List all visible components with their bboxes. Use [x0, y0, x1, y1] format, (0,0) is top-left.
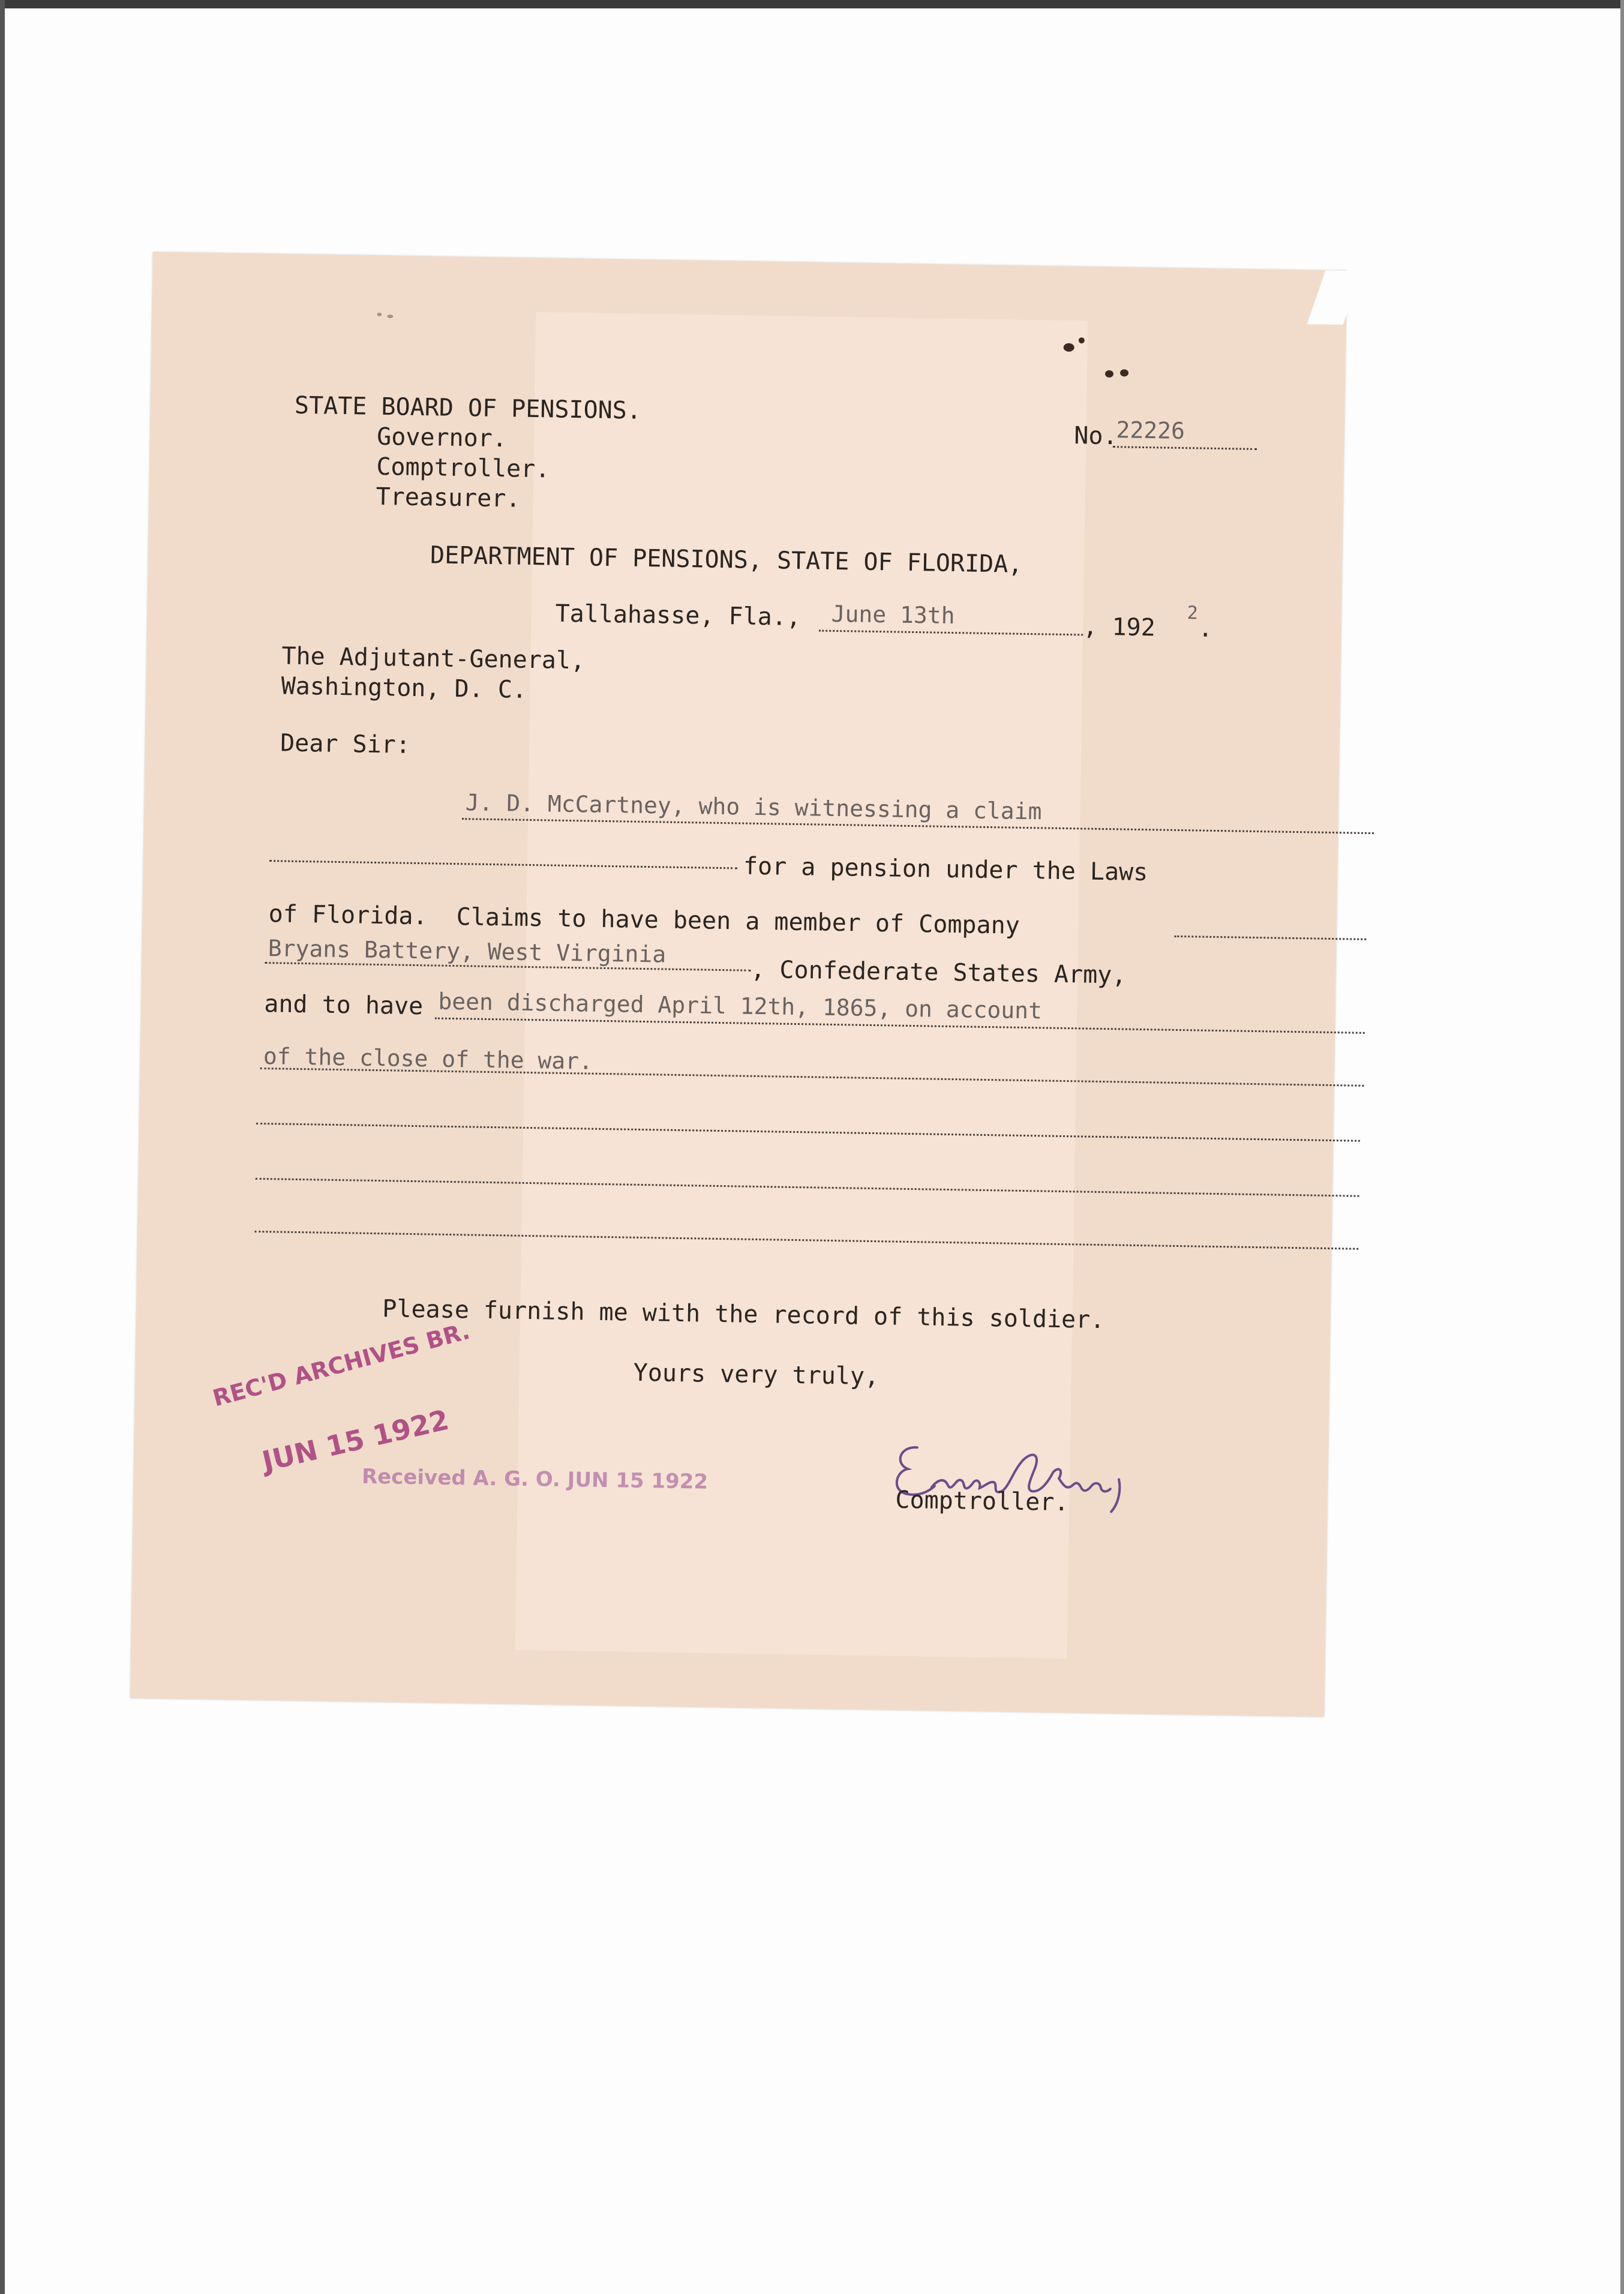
- florida-text: of Florida. Claims to have been a member of Company: [268, 900, 1020, 940]
- dateline-year-end: .: [1197, 614, 1213, 643]
- claimant-line: J. D. McCartney, who is witnessing a claim: [465, 789, 1042, 825]
- number-label: No.: [1074, 422, 1118, 451]
- archives-stamp-line1: REC'D ARCHIVES BR.: [210, 1317, 473, 1412]
- closing-text: Yours very truly,: [633, 1359, 879, 1391]
- board-title: STATE BOARD OF PENSIONS.: [294, 391, 642, 425]
- number-value: 22226: [1116, 416, 1185, 445]
- discharge-label: and to have: [263, 990, 424, 1021]
- scan-edge-right: [1620, 0, 1624, 2294]
- department-heading: DEPARTMENT OF PENSIONS, STATE OF FLORIDA,: [430, 541, 1023, 578]
- signature-title: Comptroller.: [895, 1486, 1069, 1517]
- scan-edge-left: [0, 0, 5, 2294]
- dateline-date: June 13th: [831, 600, 955, 629]
- member-comptroller: Comptroller.: [376, 452, 550, 484]
- dateline-place: Tallahasse, Fla.,: [555, 599, 802, 632]
- addressee-line2: Washington, D. C.: [281, 672, 527, 704]
- company-line-end: [1174, 935, 1366, 940]
- ink-stains: [153, 252, 1347, 271]
- dateline-year: , 192: [1083, 613, 1156, 642]
- member-treasurer: Treasurer.: [376, 482, 521, 513]
- company-name: Bryans Battery, West Virginia: [268, 935, 667, 968]
- salutation: Dear Sir:: [280, 729, 411, 759]
- member-governor: Governor.: [376, 422, 508, 453]
- scan-edge-top: [0, 0, 1624, 8]
- number-line: [1113, 446, 1257, 450]
- pension-text: for a pension under the Laws: [743, 852, 1148, 887]
- torn-corner: [1307, 271, 1362, 325]
- letter-sheet: [130, 252, 1347, 1717]
- request-text: Please furnish me with the record of this soldier.: [382, 1295, 1105, 1335]
- received-stamp: Received A. G. O. JUN 15 1922: [361, 1464, 709, 1494]
- discharge-reason: of the close of the war.: [263, 1043, 593, 1075]
- army-text: , Confederate States Army,: [750, 955, 1127, 989]
- addressee-line1: The Adjutant-General,: [281, 642, 586, 675]
- archives-stamp-date: JUN 15 1922: [259, 1403, 452, 1478]
- discharge-text: been discharged April 12th, 1865, on account: [438, 988, 1043, 1024]
- dateline-year-digit: 2: [1187, 602, 1199, 624]
